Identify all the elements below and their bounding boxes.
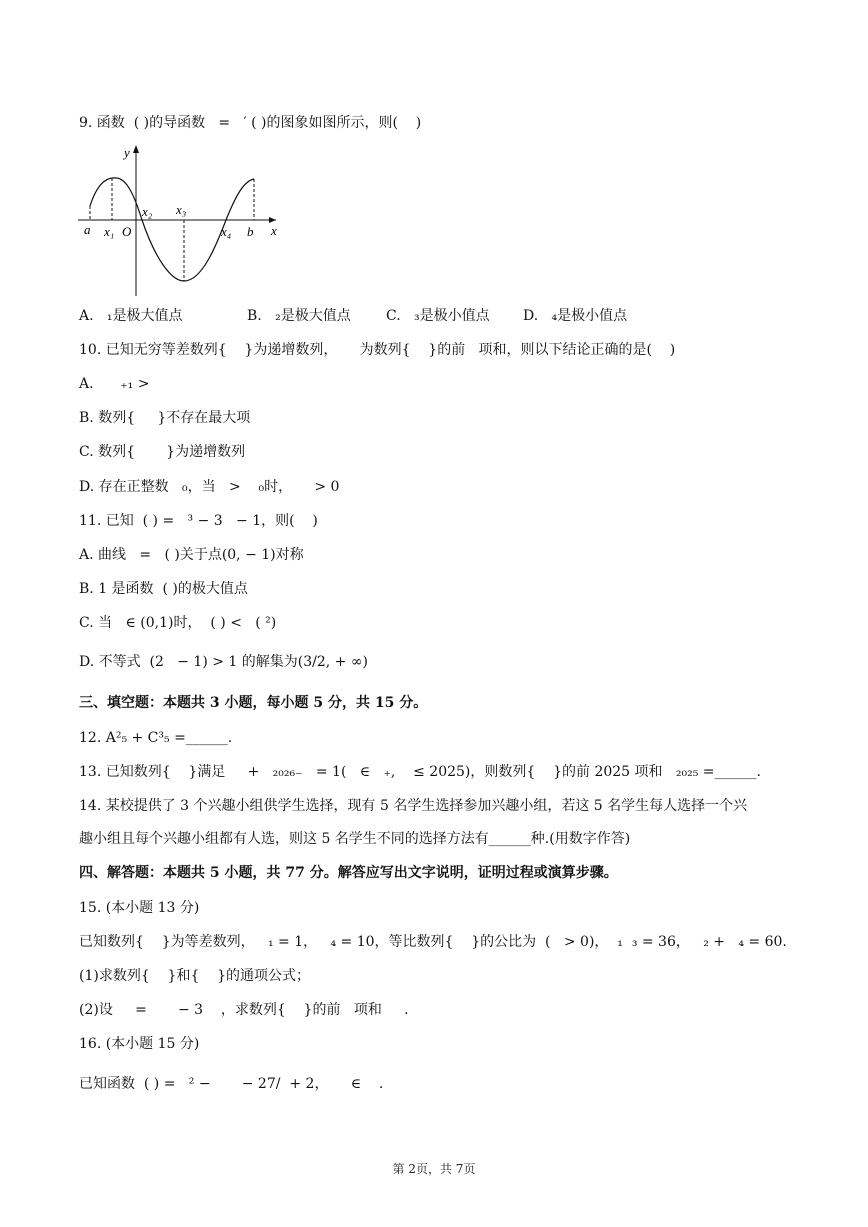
label-x4: x₄ <box>221 224 232 239</box>
q16-head: 16. (本小题 15 分) <box>79 1036 200 1052</box>
label-a: a <box>84 222 91 237</box>
q9-option-a: A. ₁是极大值点 <box>79 308 183 324</box>
section-solve-heading: 四、解答题：本题共 5 小题，共 77 分。解答应写出文字说明，证明过程或演算步骤。 <box>79 865 618 881</box>
q15-part1: (1)求数列{ }和{ }的通项公式； <box>79 968 311 984</box>
page-footer: 第 2页，共 7页 <box>392 1162 476 1176</box>
q15-head: 15. (本小题 13 分) <box>79 900 200 916</box>
q10-option-a: A. ₊₁ > <box>79 376 150 392</box>
q10-option-b: B. 数列{ }不存在最大项 <box>79 410 251 426</box>
label-x1: x₁ <box>104 224 115 239</box>
y-axis-label: y <box>124 145 130 160</box>
q11-option-b: B. 1 是函数 ( )的极大值点 <box>79 581 248 597</box>
q9-option-d: D. ₄是极小值点 <box>523 308 628 324</box>
q11-option-d: D. 不等式 (2 − 1) > 1 的解集为(3/2, + ∞) <box>79 654 368 670</box>
label-origin: O <box>122 224 132 239</box>
label-x3: x₃ <box>176 202 187 217</box>
q11-option-c: C. 当 ∈ (0,1)时， ( ) < ( ²) <box>79 615 277 631</box>
q15-given: 已知数列{ }为等差数列， ₁ = 1， ₄ = 10，等比数列{ }的公比为 ( > 0)， ₁ ₃ = 36， ₂ + ₄ = 60. <box>79 934 787 950</box>
q9-stem: 9. 函数 ( )的导函数 = ′ ( )的图象如图所示，则( ) <box>79 115 422 131</box>
q9-option-b: B. ₂是极大值点 <box>247 308 351 324</box>
q16-given: 已知函数 ( ) = ² − − 27/ + 2， ∈ . <box>79 1076 384 1092</box>
q10-option-d: D. 存在正整数 ₀，当 > ₀时， > 0 <box>79 479 340 495</box>
q14-line1: 14. 某校提供了 3 个兴趣小组供学生选择，现有 5 名学生选择参加兴趣小组，若这 5 名学生每人选择一个兴 <box>79 798 748 814</box>
x-axis-label: x <box>271 223 277 238</box>
q10-stem: 10. 已知无穷等差数列{ }为递增数列， 为数列{ }的前 项和，则以下结论正确的是( ) <box>79 342 676 358</box>
q11-stem: 11. 已知 ( ) = ³ − 3 − 1，则( ) <box>79 513 318 529</box>
q11-option-a: A. 曲线 = ( )关于点(0, − 1)对称 <box>79 547 304 563</box>
label-b: b <box>247 224 254 239</box>
label-x2: x₂ <box>142 204 153 219</box>
q9-option-c: C. ₃是极小值点 <box>386 308 490 324</box>
q12: 12. A²₅ + C³₅ =______. <box>79 730 233 746</box>
q14-line2: 趣小组且每个兴趣小组都有人选，则这 5 名学生不同的选择方法有______种.(用数字作答) <box>79 831 631 847</box>
section-fill-in-heading: 三、填空题：本题共 3 小题，每小题 5 分，共 15 分。 <box>79 695 428 711</box>
q15-part2: (2)设 = − 3 ，求数列{ }的前 项和 . <box>79 1002 409 1018</box>
derivative-graph <box>76 141 286 301</box>
q10-option-c: C. 数列{ }为递增数列 <box>79 444 246 460</box>
q13: 13. 已知数列{ }满足 + ₂₀₂₆₋ = 1( ∈ ₊, ≤ 2025)，则数列{ }的前 2025 项和 ₂₀₂₅ =______. <box>79 764 761 780</box>
